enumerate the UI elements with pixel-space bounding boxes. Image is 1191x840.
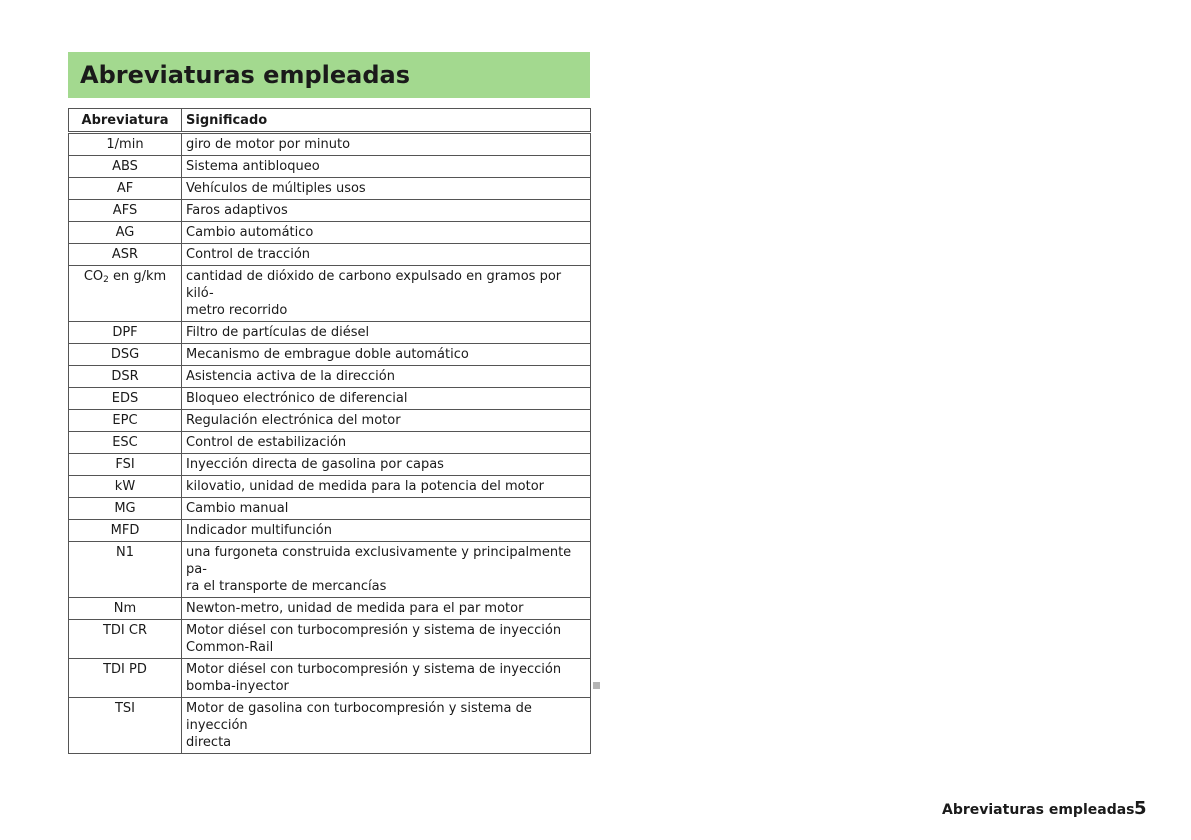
section-title: Abreviaturas empleadas	[80, 61, 410, 89]
table-row	[69, 366, 591, 388]
meaning-cell	[182, 659, 591, 698]
abbreviation-cell: TSI	[69, 698, 182, 754]
table-row	[69, 476, 591, 498]
meaning-cell: Regulación electrónica del motor	[182, 410, 591, 432]
abbreviation-cell: FSI	[69, 454, 182, 476]
abbreviation-cell: kW	[69, 476, 182, 498]
abbreviation-subscript: 2	[103, 275, 109, 285]
page-number: 5	[1134, 798, 1147, 819]
meaning-cell	[182, 620, 591, 659]
meaning-line-1: Motor diésel con turbocompresión y sistema de inyección	[186, 662, 562, 677]
table-row	[69, 542, 591, 598]
meaning-line-1: cantidad de dióxido de carbono expulsado en gramos por kiló-	[186, 269, 562, 301]
table-row	[69, 178, 591, 200]
meaning-cell: Cambio automático	[182, 222, 591, 244]
abbreviation-cell: TDI PD	[69, 659, 182, 698]
meaning-line-1: una furgoneta construida exclusivamente y principalmente pa-	[186, 545, 572, 577]
abbreviation-cell: Nm	[69, 598, 182, 620]
meaning-line-2: metro recorrido	[186, 303, 288, 318]
table-row	[69, 344, 591, 366]
meaning-cell: giro de motor por minuto	[182, 133, 591, 156]
abbreviation-cell: DPF	[69, 322, 182, 344]
abbreviation-cell: AG	[69, 222, 182, 244]
abbreviation-cell	[69, 266, 182, 322]
meaning-cell: Bloqueo electrónico de diferencial	[182, 388, 591, 410]
meaning-line-2: bomba-inyector	[186, 679, 289, 694]
table-row	[69, 454, 591, 476]
table-row	[69, 222, 591, 244]
abbreviation-prefix: CO	[83, 269, 104, 284]
table-row	[69, 659, 591, 698]
meaning-cell	[182, 698, 591, 754]
meaning-cell: kilovatio, unidad de medida para la potencia del motor	[182, 476, 591, 498]
abbreviation-cell: EDS	[69, 388, 182, 410]
table-row	[69, 156, 591, 178]
column-header-meaning: Significado	[182, 109, 591, 133]
table-row	[69, 520, 591, 542]
abbreviation-cell: AFS	[69, 200, 182, 222]
meaning-cell: Filtro de partículas de diésel	[182, 322, 591, 344]
abbreviation-cell: 1/min	[69, 133, 182, 156]
meaning-line-2: Common-Rail	[186, 640, 274, 655]
meaning-line-1: Motor de gasolina con turbocompresión y sistema de inyección	[186, 701, 532, 733]
abbreviation-cell: N1	[69, 542, 182, 598]
table-row	[69, 432, 591, 454]
table-row	[69, 598, 591, 620]
abbreviation-cell: ABS	[69, 156, 182, 178]
meaning-cell: Vehículos de múltiples usos	[182, 178, 591, 200]
table-row	[69, 410, 591, 432]
meaning-cell: Control de estabilización	[182, 432, 591, 454]
abbreviation-cell: MG	[69, 498, 182, 520]
footer-section-title: Abreviaturas empleadas	[942, 802, 1135, 818]
table-header-row	[69, 109, 591, 133]
table-row	[69, 133, 591, 156]
meaning-line-2: ra el transporte de mercancías	[186, 579, 387, 594]
meaning-cell: Indicador multifunción	[182, 520, 591, 542]
table-row	[69, 498, 591, 520]
meaning-cell	[182, 542, 591, 598]
table-row	[69, 200, 591, 222]
meaning-line-2: directa	[186, 735, 232, 750]
meaning-cell: Cambio manual	[182, 498, 591, 520]
abbreviation-suffix: en g/km	[108, 269, 167, 284]
table-row	[69, 388, 591, 410]
meaning-cell	[182, 266, 591, 322]
meaning-line-1: Motor diésel con turbocompresión y sistema de inyección	[186, 623, 562, 638]
meaning-cell: Control de tracción	[182, 244, 591, 266]
abbreviation-cell: DSG	[69, 344, 182, 366]
abbreviation-cell: ESC	[69, 432, 182, 454]
abbreviation-cell: TDI CR	[69, 620, 182, 659]
meaning-cell: Asistencia activa de la dirección	[182, 366, 591, 388]
table-row	[69, 322, 591, 344]
meaning-cell: Sistema antibloqueo	[182, 156, 591, 178]
abbreviation-cell: EPC	[69, 410, 182, 432]
abbreviation-cell: DSR	[69, 366, 182, 388]
table-row	[69, 244, 591, 266]
meaning-cell: Mecanismo de embrague doble automático	[182, 344, 591, 366]
column-header-abbreviation: Abreviatura	[69, 109, 182, 133]
section-title-banner	[68, 52, 590, 98]
meaning-cell: Faros adaptivos	[182, 200, 591, 222]
abbreviation-cell: ASR	[69, 244, 182, 266]
table-row	[69, 620, 591, 659]
table-row	[69, 266, 591, 322]
abbreviation-cell: MFD	[69, 520, 182, 542]
meaning-cell: Inyección directa de gasolina por capas	[182, 454, 591, 476]
abbreviation-cell: AF	[69, 178, 182, 200]
table-row	[69, 698, 591, 754]
abbreviations-table	[68, 108, 591, 754]
meaning-cell: Newton-metro, unidad de medida para el par motor	[182, 598, 591, 620]
end-of-section-marker-icon	[593, 682, 600, 689]
